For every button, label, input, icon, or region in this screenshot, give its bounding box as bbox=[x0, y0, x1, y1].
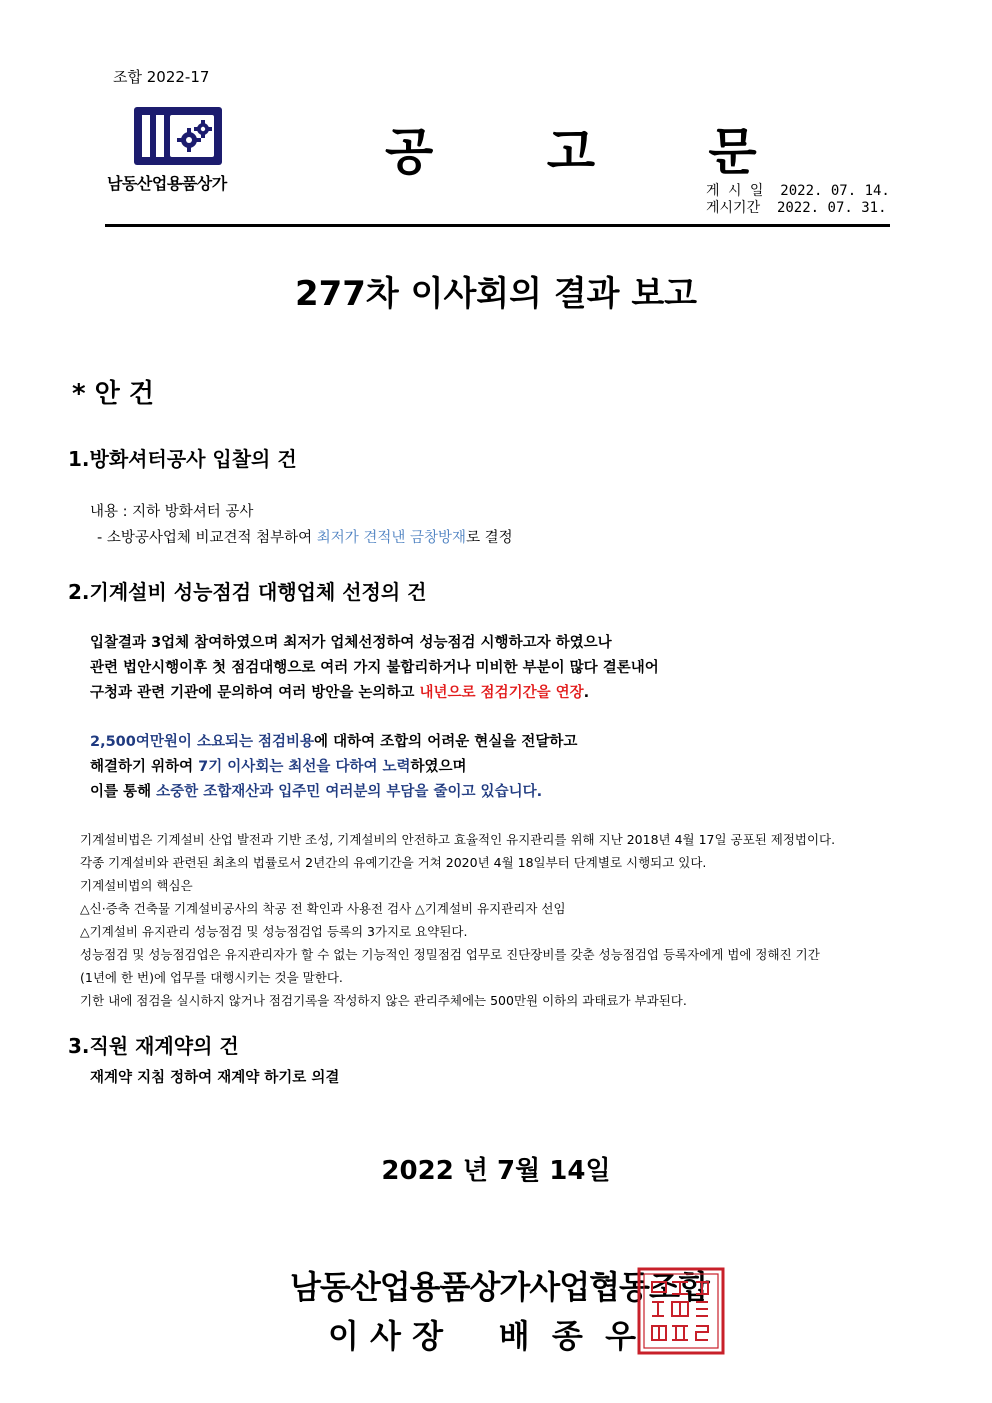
item2-p3-red: 내년으로 점검기간을 연장 bbox=[419, 685, 584, 701]
note-line: △기계설비 유지관리 성능점검 및 성능점검업 등록의 3가지로 요약된다. bbox=[80, 924, 468, 939]
posting-period: 게시기간 2022. 07. 31. bbox=[706, 200, 887, 216]
item2-paragraph-6 bbox=[90, 780, 542, 801]
item2-heading: 2.기계설비 성능점검 대행업체 선정의 건 bbox=[68, 580, 427, 604]
official-seal-icon bbox=[636, 1266, 726, 1356]
item2-paragraph-3 bbox=[90, 681, 589, 702]
note-line: (1년에 한 번)에 업무를 대행시키는 것을 말한다. bbox=[80, 970, 343, 985]
document-date: 2022 년 7월 14일 bbox=[381, 1156, 611, 1186]
document-number: 조합 2022-17 bbox=[113, 68, 210, 86]
item2-p5-post: 하였으며 bbox=[410, 759, 467, 775]
item1-detail-highlight: 최저가 견적낸 금창방재 bbox=[316, 530, 467, 546]
item2-p6-navy: 소중한 조합재산과 입주민 여러분의 부담을 줄이고 있습니다. bbox=[156, 784, 543, 800]
headline: 공 고 문 bbox=[385, 123, 805, 181]
header-divider bbox=[105, 224, 890, 227]
posting-date: 게 시 일 2022. 07. 14. bbox=[706, 183, 890, 199]
item2-p5-navy: 7기 이사회는 최선을 다하여 노력 bbox=[198, 759, 411, 775]
item1-heading: 1.방화셔터공사 입찰의 건 bbox=[68, 447, 297, 471]
logo bbox=[107, 107, 247, 194]
logo-name: 남동산업용품상가 bbox=[107, 174, 227, 193]
organization-name: 남동산업용품상가사업협동조합 bbox=[290, 1268, 709, 1306]
item2-p3-post: . bbox=[583, 685, 590, 701]
chairman-signature: 이 사 장 배 종 우 bbox=[328, 1317, 637, 1355]
item2-p5-pre: 해결하기 위하여 bbox=[90, 759, 199, 775]
item2-p6-pre: 이를 통해 bbox=[90, 784, 157, 800]
note-line: 기계설비법의 핵심은 bbox=[80, 878, 193, 893]
note-line: 각종 기계설비와 관련된 최초의 법률로서 2년간의 유예기간을 거쳐 2020년 4월 18일부터 단계별로 시행되고 있다. bbox=[80, 855, 707, 870]
note-line: 기한 내에 점검을 실시하지 않거나 점검기록을 작성하지 않은 관리주체에는 500만원 이하의 과태료가 부과된다. bbox=[80, 993, 687, 1008]
section-heading: * 안 건 bbox=[72, 379, 154, 409]
document-title: 277차 이사회의 결과 보고 bbox=[294, 274, 698, 314]
item1-detail-pre: - 소방공사업체 비교견적 첨부하여 bbox=[97, 530, 317, 546]
item3-heading: 3.직원 재계약의 건 bbox=[68, 1034, 239, 1058]
item1-detail-post: 로 결정 bbox=[466, 530, 513, 546]
item3-content: 재계약 지침 정하여 재계약 하기로 의결 bbox=[90, 1070, 340, 1086]
note-line: 기계설비법은 기계설비 산업 발전과 기반 조성, 기계설비의 안전하고 효율적인 유지관리를 위해 지난 2018년 4월 17일 공포된 제정법이다. bbox=[80, 832, 836, 847]
note-line: 성능점검 및 성능점검업은 유지관리자가 할 수 없는 기능적인 정밀점검 업무로 진단장비를 갖춘 성능점검업 등록자에게 법에 정해진 기간 bbox=[80, 947, 820, 962]
item1-content: 내용 : 지하 방화셔터 공사 bbox=[90, 504, 254, 520]
item2-p3-pre: 구청과 관련 기관에 문의하여 여러 방안을 논의하고 bbox=[90, 685, 420, 701]
item2-paragraph-2: 관련 법안시행이후 첫 점검대행으로 여러 가지 불합리하거나 미비한 부분이 많다 결론내어 bbox=[90, 660, 659, 676]
note-line: △신·증축 건축물 기계설비공사의 착공 전 확인과 사용전 검사 △기계설비 유지관리자 선임 bbox=[80, 901, 566, 916]
item2-paragraph-5 bbox=[90, 755, 467, 776]
gear-logo-icon bbox=[134, 107, 222, 165]
item2-p4-navy: 2,500여만원이 소요되는 점검비용 bbox=[90, 734, 315, 750]
item1-detail bbox=[97, 526, 513, 547]
item2-paragraph-1: 입찰결과 3업체 참여하였으며 최저가 업체선정하여 성능점검 시행하고자 하였으나 bbox=[90, 635, 612, 651]
item2-paragraph-4 bbox=[90, 730, 577, 751]
item2-p4-post: 에 대하여 조합의 어려운 현실을 전달하고 bbox=[314, 734, 578, 750]
